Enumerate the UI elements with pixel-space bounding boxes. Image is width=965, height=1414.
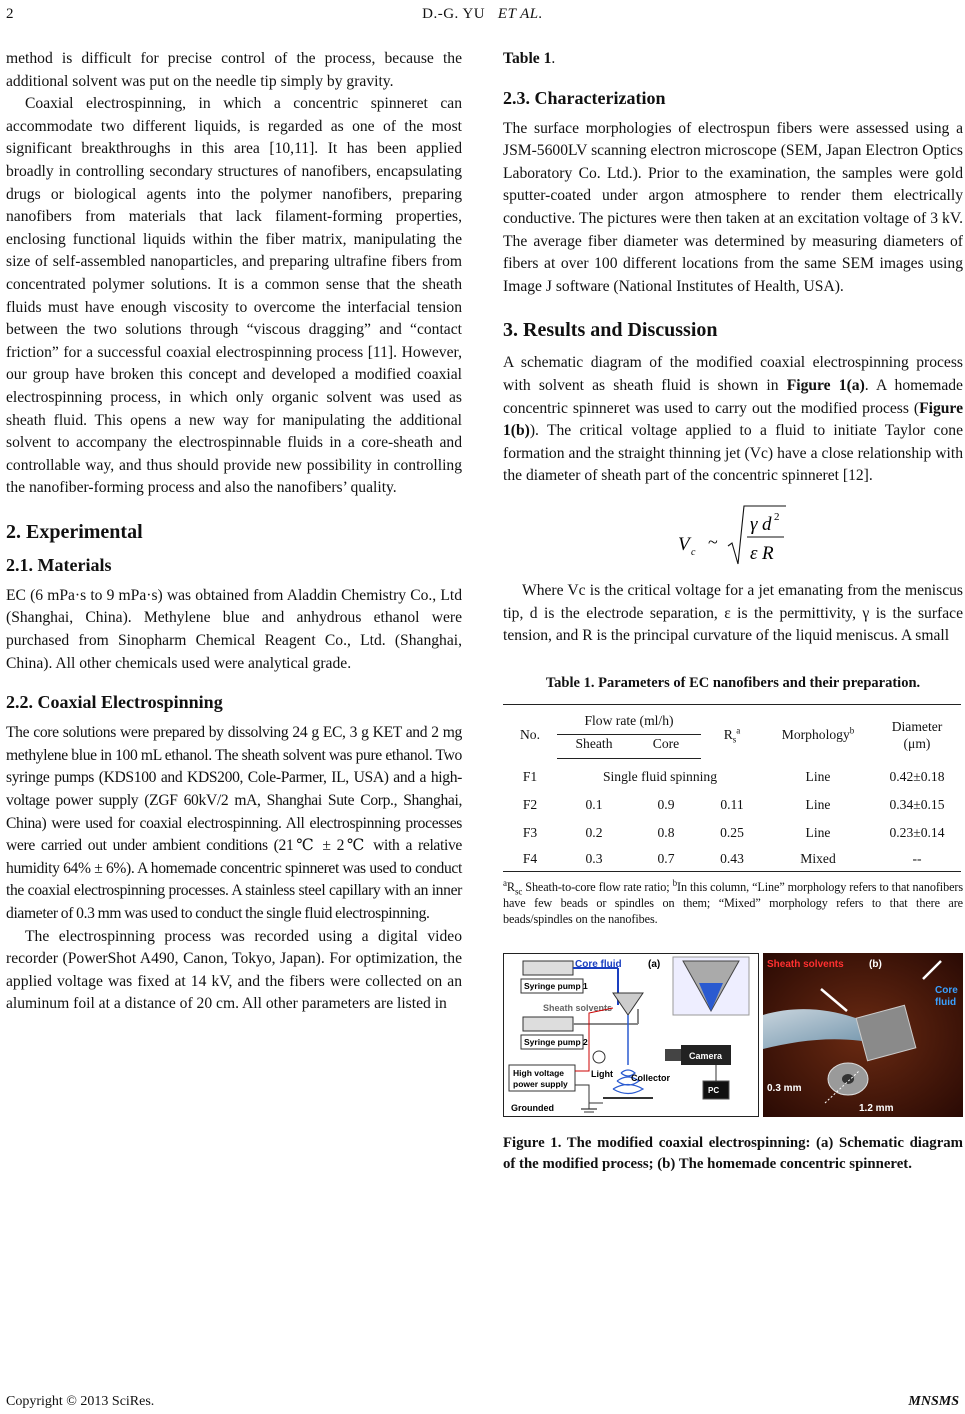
- paragraph-table-ref: [503, 48, 963, 71]
- table-row: [503, 819, 961, 847]
- cell-rs: 0.25: [720, 825, 744, 841]
- fig-a-collector: Collector: [631, 1072, 671, 1083]
- eq-lhs: V: [678, 533, 690, 555]
- th-rs-label: R: [723, 727, 733, 743]
- note-a-text: Sheath-to-core flow rate ratio;: [522, 879, 673, 894]
- fig-a-camera: Camera: [689, 1050, 723, 1061]
- running-head: [0, 6, 965, 23]
- table-row: [503, 791, 961, 819]
- heading-results: 3. Results and Discussion: [503, 319, 718, 342]
- note-b-text: In this column, “Line” morphology refers to that nanofibers have few beads or spindles on them; “Mixed” morphology refers to that there are beads/spindles on the nanofibes.: [503, 879, 963, 926]
- fig-a-power-supply: power supply: [513, 1078, 568, 1089]
- cell-no: F4: [503, 847, 557, 872]
- eq-R: R: [762, 542, 774, 564]
- syringe-1-icon: [523, 961, 573, 975]
- paragraph-coaxial-intro: Coaxial electrospinning, in which a concentric spinneret can accommodate two different liquids, is regarded as one of the most significant breakthroughs in this area [10,11]. It has been applied broadly in controlling secondary structures of nanofibers, encapsulating drugs or biological agents into the polymer nanofibers, preparing nanofibers from materials that lack filament-forming properties, enclosing functional liquids within the fiber matrix, manipulating the size of self-assembled nanoparticles, and preparing ultrafine fibers from concentrated polymer solutions. It is a common sense that the sheath fluids must have enough viscosity to overcome the interfacial tension between the two solutions through “viscous dragging” and “contact friction” for a successful coaxial electrospinning process [11]. However, our group have broken this concept and developed a modified coaxial electrospinning process, in which only organic solvent was used as sheath fluid. This opens a new way for manipulating the additional solvent to accompany the electrospinnable fluids in a core-sheath and controllable way, and thus should provide new possibility in controlling the nanofiber-forming process and also the nanofibers’ quality.: [6, 95, 462, 497]
- th-flow-rate: Flow rate (ml/h): [557, 704, 701, 734]
- paragraph-results: [503, 352, 963, 488]
- cell-merged: Single fluid spinning: [602, 769, 718, 785]
- syringe-2-icon: [523, 1017, 573, 1031]
- eq-exp: 2: [774, 510, 780, 523]
- table-1: [503, 704, 961, 872]
- cell-morphology: Line: [805, 768, 831, 784]
- note-a-sub: sc: [514, 886, 523, 897]
- results-text-a: A schematic diagram of the modified coaxial electrospinning process with solvent as sheath fluid is shown in: [503, 354, 963, 394]
- th-diameter-label: Diameter: [891, 718, 943, 734]
- eq-lhs-sub: c: [691, 546, 696, 558]
- fig-a-high-voltage: High voltage: [513, 1067, 565, 1078]
- fig-a-syringe-pump-2: Syringe pump 2: [524, 1036, 588, 1047]
- cell-sheath: 0.3: [557, 847, 631, 872]
- cell-diameter: 0.23±0.14: [889, 825, 945, 841]
- fig-b-fluid: fluid: [935, 996, 957, 1008]
- heading-experimental: 2. Experimental: [6, 520, 143, 543]
- cell-morphology: Mixed: [763, 847, 873, 872]
- paragraph-coaxial-method: The core solutions were prepared by dissolving 24 g EC, 3 g KET and 2 mg methylene blue in 100 mL ethanol. The sheath solvent was pure ethanol. Two syringe pumps (KDS100 and KDS200, Cole-Parmer, IL, USA) and a high-voltage power supply (ZGF 60kV/2 mA, Shanghai Sute Corp., Shanghai, China) were used for coaxial electrospinning. All electrospinning processes were carried out under ambient conditions (21℃ ± 2℃ with a relative humidity 64% ± 6%). A homemade concentric spinneret was used to conduct the coaxial electrospinning processes. A stainless steel capillary with an inner diameter of 0.3 mm was used to conduct the single fluid electrospinning.: [6, 724, 462, 922]
- cell-rs: 0.43: [701, 847, 763, 872]
- figure-1a-ref: Figure 1(a): [786, 376, 865, 394]
- fig-a-syringe-pump-1: Syringe pump 1: [524, 980, 588, 991]
- page-header: [0, 6, 965, 28]
- journal-name: MNSMS: [908, 1394, 959, 1409]
- table-1-footnote: [503, 879, 963, 927]
- cell-no: F3: [522, 825, 538, 841]
- fig-a-tag: (a): [648, 958, 661, 970]
- table-ref-tail: .: [551, 50, 556, 67]
- th-diameter: [873, 704, 961, 758]
- equation-svg: [678, 498, 818, 574]
- th-core: Core: [631, 734, 701, 758]
- cell-core: 0.7: [631, 847, 701, 872]
- cell-no: F1: [522, 768, 538, 784]
- cell-core: 0.8: [657, 825, 675, 841]
- paragraph-characterization: The surface morphologies of electrospun fibers were assessed using a JSM-5600LV scanning electron microscope (SEM, Japan Electron Optics Laboratory Co. Ltd.). Prior to the examination, the samples were gold sputter-coated under argon atmosphere to render them electrically conductive. The pictures were then taken at an excitation voltage of 3 kV. The average fiber diameter was determined by measuring diameters of fibers at over 100 different locations from the same SEM images using Image J software (National Institutes of Health, USA).: [503, 119, 963, 295]
- cell-sheath: 0.2: [585, 825, 603, 841]
- fig-a-core-fluid-label: Core fluid: [575, 958, 622, 970]
- equation-critical-voltage: [503, 498, 963, 574]
- heading-characterization: 2.3. Characterization: [503, 87, 666, 108]
- left-column: [6, 48, 462, 1016]
- heading-coaxial-electrospinning: 2.2. Coaxial Electrospinning: [6, 692, 223, 713]
- th-no: No.: [503, 704, 557, 758]
- paragraph-recording: The electrospinning process was recorded using a digital video recorder (PowerShot A490, Canon, Tokyo, Japan). For optimization, the applied voltage was fixed at 14 kV, and the fibers were collected on an aluminum foil at a distance of 20 cm. All other parameters are listed in: [6, 927, 462, 1013]
- heading-materials: 2.1. Materials: [6, 554, 112, 575]
- th-diameter-unit: (μm): [903, 735, 931, 751]
- cell-rs: 0.11: [720, 797, 744, 813]
- cell-sheath: 0.1: [585, 797, 603, 813]
- fig-a-light: Light: [591, 1068, 613, 1079]
- fig-b-sheath-solvents: Sheath solvents: [767, 958, 844, 970]
- fig-b-dim-12: 1.2 mm: [859, 1102, 894, 1114]
- cell-diameter: 0.42±0.18: [889, 768, 945, 784]
- cell-morphology: Line: [805, 825, 831, 841]
- figure-1: [503, 953, 963, 1117]
- note-b-sup: b: [672, 877, 677, 888]
- fig-b-dim-03: 0.3 mm: [767, 1082, 802, 1094]
- figure-1b-ref: Figure 1(b): [503, 399, 963, 440]
- fig-b-tag: (b): [869, 958, 882, 970]
- paragraph-where: Where Vc is the critical voltage for a jet emanating from the meniscus tip, d is the electrode separation, ε is the permittivity, γ is the surface tension, and R is the principal curvature of the liquid meniscus. A small: [503, 581, 963, 645]
- th-rs-sub: s: [732, 735, 737, 746]
- cell-diameter: 0.34±0.15: [889, 797, 945, 813]
- paragraph-intro-end: method is difficult for precise control of the process, because the additional solvent was put on the needle tip simply by gravity.: [6, 50, 462, 90]
- eq-rel: ~: [708, 531, 718, 552]
- th-morphology-label: Morphology: [781, 727, 850, 743]
- figure-1-caption: Figure 1. The modified coaxial electrospinning: (a) Schematic diagram of the modified process; (b) The homemade concentric spinneret.: [503, 1134, 963, 1172]
- cell-no: F2: [522, 797, 538, 813]
- th-morphology-sup: b: [849, 725, 855, 736]
- th-sheath: Sheath: [557, 734, 631, 758]
- fig-a-pc: PC: [708, 1085, 720, 1095]
- cell-core: 0.9: [657, 797, 675, 813]
- eq-d: d: [762, 513, 772, 535]
- fig-a-sheath-solvents: Sheath solvents: [543, 1002, 613, 1013]
- table-1-caption: Table 1. Parameters of EC nanofibers and their preparation.: [545, 674, 921, 691]
- table-row: [503, 758, 961, 791]
- note-a-sup: a: [503, 877, 507, 888]
- cell-diameter: --: [873, 847, 961, 872]
- light-icon: [593, 1051, 605, 1063]
- table-row: [503, 847, 961, 872]
- paragraph-materials: EC (6 mPa·s to 9 mPa·s) was obtained from Aladdin Chemistry Co., Ltd (Shanghai, China). Methylene blue and anhydrous ethanol were purchased from Sinopharm Chemical Reagent Co., Ltd. (Shanghai, China). All other chemicals used were analytical grade.: [6, 586, 462, 672]
- running-head-et-al: ET AL.: [497, 6, 543, 22]
- fig-a-grounded: Grounded: [511, 1102, 554, 1113]
- cell-morphology: Line: [805, 797, 831, 813]
- figure-1b-photo: [763, 953, 963, 1117]
- th-rs: [701, 704, 763, 758]
- eq-gamma: γ: [750, 513, 758, 535]
- copyright: Copyright © 2013 SciRes.: [6, 1394, 155, 1409]
- eq-epsilon: ε: [750, 542, 758, 564]
- th-morphology: [763, 704, 873, 758]
- fig-b-core: Core: [935, 984, 958, 996]
- results-text-b: . A homemade concentric spinneret was used to carry out the modified process (: [503, 376, 963, 417]
- results-text-c: ). The critical voltage applied to a fluid to initiate Taylor cone formation and the straight thinning jet (Vc) have a close relationship with the diameter of sheath part of the concentric spinneret [12].: [503, 422, 963, 485]
- table-ref-link: Table 1: [503, 50, 552, 67]
- note-a-label: R: [506, 879, 515, 894]
- figure-1a-schematic: [503, 953, 759, 1117]
- right-column: [503, 48, 963, 1175]
- running-head-authors: D.-G. YU: [422, 6, 486, 22]
- th-rs-sup: a: [736, 725, 741, 736]
- page-number: 2: [6, 6, 14, 22]
